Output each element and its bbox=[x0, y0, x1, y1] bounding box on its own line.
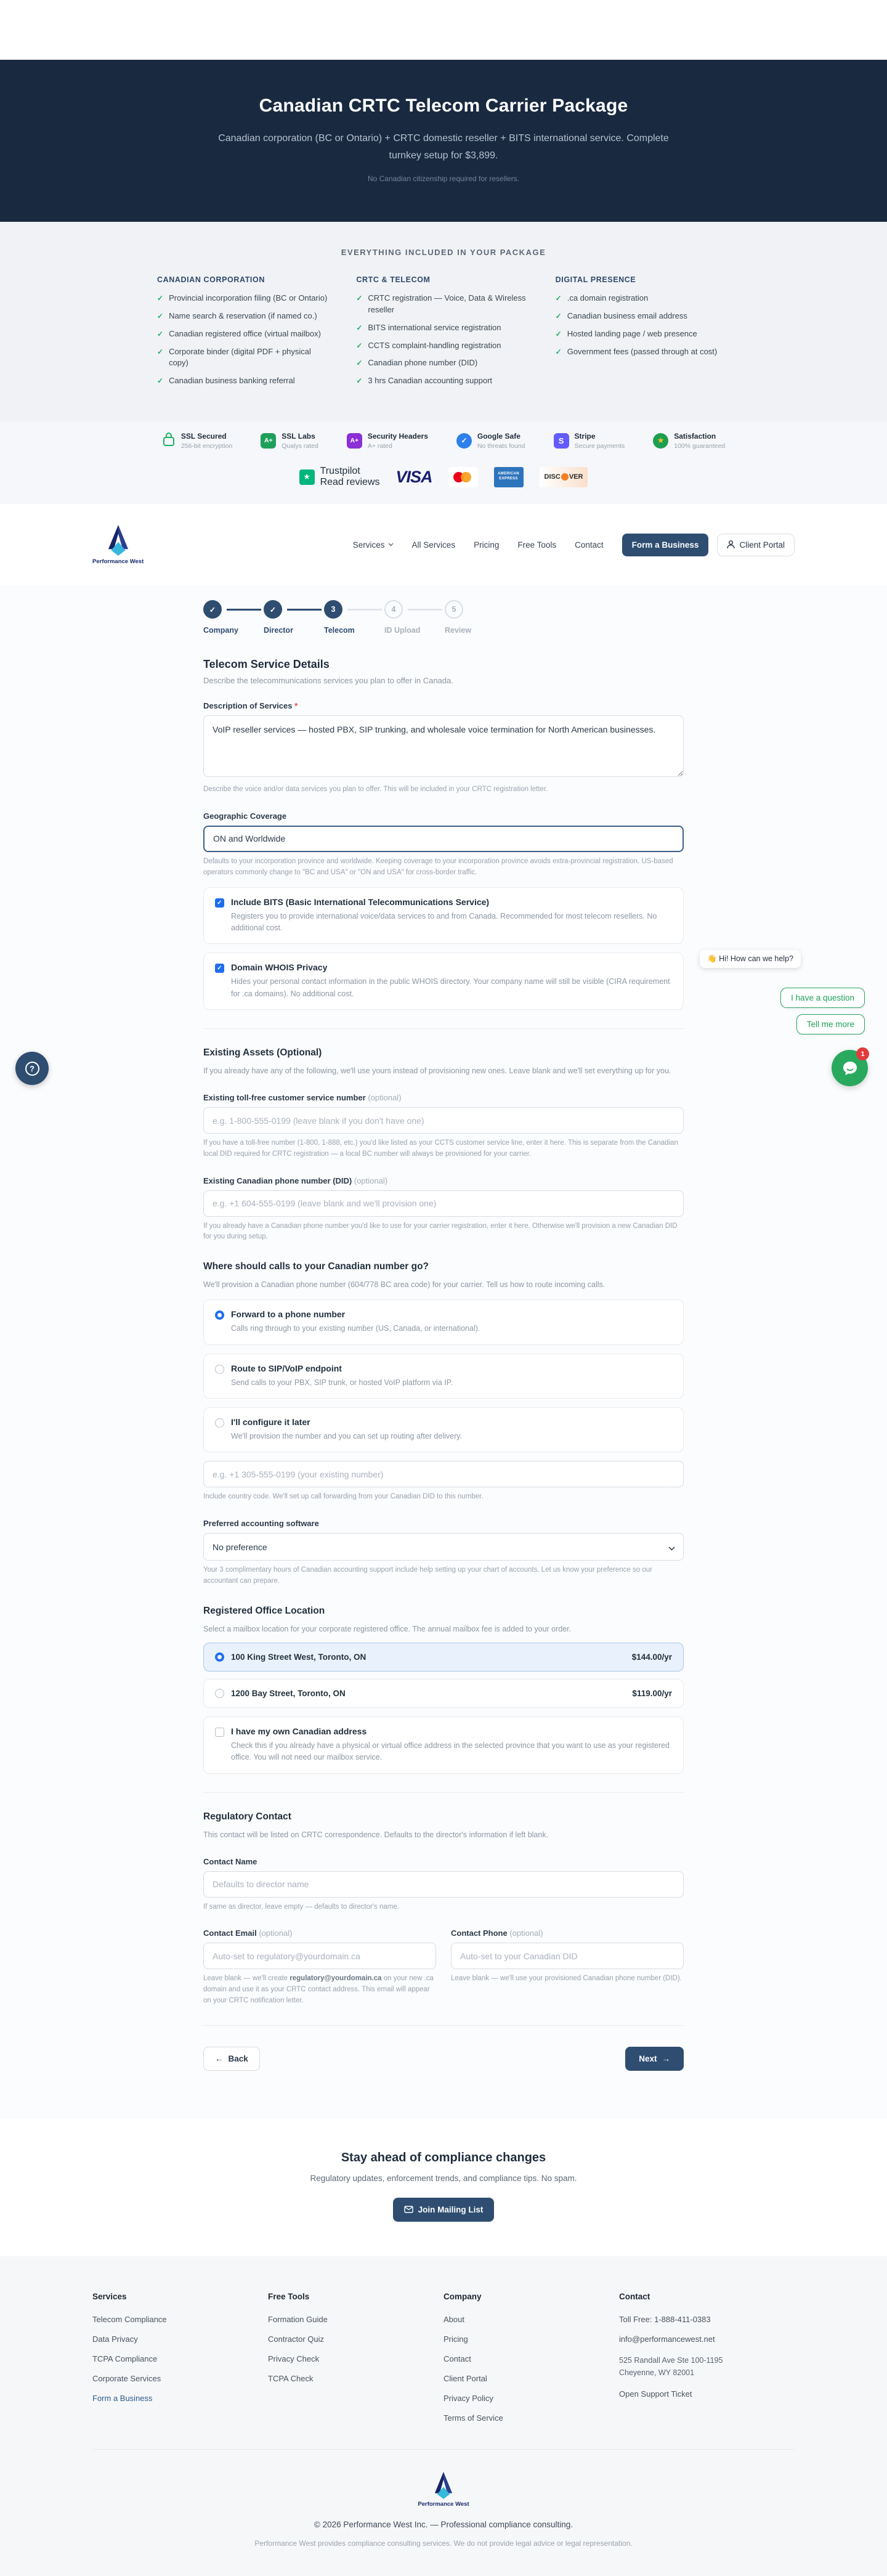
footer-link-telecom-compliance[interactable]: Telecom Compliance bbox=[92, 2314, 167, 2324]
footer-address: 525 Randall Ave Ste 100-1195 Cheyenne, WY 82001 bbox=[619, 2355, 723, 2377]
package-item: ✓ Canadian registered office (virtual mailbox) bbox=[157, 328, 331, 340]
join-mailing-list-button[interactable]: Join Mailing List bbox=[393, 2198, 495, 2222]
bits-title: Include BITS (Basic International Telecommunications Service) bbox=[231, 896, 490, 907]
routing-option-sip[interactable]: Route to SIP/VoIP endpoint Send calls to your PBX, SIP trunk, or hosted VoIP platform via IP. bbox=[203, 1354, 684, 1399]
nav-contact[interactable]: Contact bbox=[575, 540, 604, 550]
logo-mark-icon bbox=[432, 2472, 455, 2499]
package-item: ✓ Government fees (passed through at cost) bbox=[556, 346, 730, 358]
chat-unread-badge: 1 bbox=[856, 1047, 869, 1060]
back-button[interactable]: ← Back bbox=[203, 2047, 260, 2071]
column-items bbox=[157, 293, 331, 387]
check-icon: ✓ bbox=[356, 323, 363, 332]
form-title: Telecom Service Details bbox=[203, 658, 330, 671]
accounting-label: Preferred accounting software bbox=[203, 1519, 319, 1529]
footer-toll-free[interactable]: Toll Free: 1-888-411-0383 bbox=[619, 2314, 711, 2324]
footer-link-corporate-services[interactable]: Corporate Services bbox=[92, 2373, 161, 2383]
footer-link-formation-guide[interactable]: Formation Guide bbox=[268, 2314, 328, 2324]
whois-checkbox[interactable]: ✓ bbox=[215, 964, 224, 973]
package-item: ✓ Provincial incorporation filing (BC or Ontario) bbox=[157, 293, 331, 304]
hero-banner bbox=[0, 60, 887, 222]
package-item: ✓ Name search & reservation (if named co.) bbox=[157, 311, 331, 322]
tollfree-input[interactable] bbox=[203, 1107, 684, 1134]
footer-support-ticket[interactable]: Open Support Ticket bbox=[619, 2389, 692, 2399]
routing-title: Where should calls to your Canadian number go? bbox=[203, 1261, 429, 1272]
contact-name-helper: If same as director, leave empty — defaults to director's name. bbox=[203, 1903, 399, 1911]
forward-number-helper: Include country code. We'll set up call forwarding from your Canadian DID to this number. bbox=[203, 1493, 484, 1501]
visa-logo: VISA bbox=[395, 467, 432, 486]
next-arrow-icon: → bbox=[662, 2054, 670, 2063]
package-item: ✓ Canadian business banking referral bbox=[157, 375, 331, 387]
footer-link-pricing[interactable]: Pricing bbox=[444, 2334, 468, 2344]
page-title: Canadian CRTC Telecom Carrier Package bbox=[259, 95, 628, 116]
coverage-helper: Defaults to your incorporation province and worldwide. Keeping coverage to your incorporation province avoids extra-provincial registration. US-based operators commonly change to "BC and USA" or "ON and USA" for cross-border traffic. bbox=[203, 857, 673, 876]
bits-checkbox[interactable]: ✓ bbox=[215, 898, 224, 908]
top-whitespace bbox=[0, 0, 887, 60]
later-radio[interactable] bbox=[215, 1418, 224, 1428]
footer-company-column: Company About Pricing Contact Client Portal Privacy Policy Terms of Service bbox=[444, 2292, 619, 2433]
office-radio-2[interactable] bbox=[215, 1689, 224, 1698]
stripe-icon: S bbox=[554, 433, 569, 449]
office-option-bay-street[interactable]: 1200 Bay Street, Toronto, ON $119.00/yr bbox=[203, 1679, 684, 1708]
envelope-icon bbox=[404, 2206, 413, 2213]
office-title: Registered Office Location bbox=[203, 1605, 325, 1616]
package-item: ✓ .ca domain registration bbox=[556, 293, 730, 304]
package-item: ✓ CCTS complaint-handling registration bbox=[356, 340, 530, 352]
footer-free-tools-column: Free Tools Formation Guide Contractor Quiz Privacy Check TCPA Check bbox=[268, 2292, 444, 2433]
office-option-king-street[interactable]: 100 King Street West, Toronto, ON $144.00/yr bbox=[203, 1643, 684, 1672]
page-footer bbox=[0, 2256, 887, 2576]
contact-phone-helper: Leave blank — we'll use your provisioned Canadian phone number (DID). bbox=[451, 1975, 682, 1983]
hero-note: No Canadian citizenship required for resellers. bbox=[367, 174, 520, 183]
column-items bbox=[356, 293, 530, 387]
disclaimer-text: Performance West provides compliance consulting services. We do not provide legal advice or legal representation. bbox=[254, 2538, 633, 2548]
divider bbox=[203, 1792, 684, 1793]
package-item: ✓ Canadian business email address bbox=[556, 311, 730, 322]
newsletter-section bbox=[0, 2119, 887, 2256]
nav-pricing[interactable]: Pricing bbox=[474, 540, 500, 550]
check-icon: ✓ bbox=[157, 347, 164, 356]
step-id-upload-circle[interactable]: 4 bbox=[384, 600, 403, 619]
whois-checkbox-card[interactable] bbox=[203, 953, 684, 1010]
whois-title: Domain WHOIS Privacy bbox=[231, 962, 328, 973]
chat-launcher-button[interactable] bbox=[832, 1050, 868, 1086]
step-label-review: Review bbox=[445, 626, 472, 635]
included-heading: EVERYTHING INCLUDED IN YOUR PACKAGE bbox=[341, 248, 546, 257]
footer-link-client-portal[interactable]: Client Portal bbox=[444, 2373, 487, 2383]
logo-mark-icon bbox=[105, 525, 132, 556]
contact-phone-input[interactable] bbox=[451, 1943, 684, 1969]
chat-greeting-tooltip: 👋 Hi! How can we help? bbox=[700, 950, 801, 968]
contact-phone-field bbox=[451, 1912, 684, 2006]
office-price: $119.00/yr bbox=[632, 1688, 672, 1698]
tollfree-label: Existing toll-free customer service number (optional) bbox=[203, 1093, 402, 1102]
divider bbox=[203, 2025, 684, 2026]
bits-checkbox-card[interactable] bbox=[203, 887, 684, 945]
required-asterisk: * bbox=[294, 701, 298, 711]
check-icon: ✓ bbox=[157, 376, 164, 386]
check-icon: ✓ bbox=[555, 329, 562, 338]
contact-email-field bbox=[203, 1912, 436, 2006]
footer-logo-text: Performance West bbox=[418, 2500, 469, 2508]
regulatory-title: Regulatory Contact bbox=[203, 1811, 291, 1822]
description-textarea[interactable] bbox=[203, 715, 684, 777]
contact-email-label: Contact Email (optional) bbox=[203, 1928, 293, 1938]
footer-logo[interactable] bbox=[418, 2472, 469, 2508]
divider bbox=[203, 1028, 684, 1029]
column-canadian-corporation bbox=[157, 275, 331, 393]
question-mark-icon: ? bbox=[25, 1062, 39, 1076]
check-icon: ✓ bbox=[356, 294, 363, 303]
existing-assets-desc: If you already have any of the following, we'll use yours instead of provisioning new ones. Leave blank and we'll set everything up for you. bbox=[203, 1067, 671, 1075]
wave-emoji-icon: 👋 bbox=[707, 954, 717, 963]
accounting-select[interactable] bbox=[203, 1533, 684, 1561]
description-label: Description of Services * bbox=[203, 701, 298, 711]
footer-link-privacy-policy[interactable]: Privacy Policy bbox=[444, 2393, 493, 2403]
package-item: ✓ Canadian phone number (DID) bbox=[356, 357, 530, 369]
forward-radio[interactable] bbox=[215, 1310, 224, 1320]
contact-email-helper: Leave blank — we'll create regulatory@yourdomain.ca on your new .ca domain and use it as your CRTC contact address. This email will appear on your CRTC notification letter. bbox=[203, 1975, 434, 2004]
badge-security-headers: A+ Security Headers A+ rated bbox=[347, 432, 428, 450]
back-arrow-icon: ← bbox=[215, 2054, 224, 2063]
column-title: DIGITAL PRESENCE bbox=[555, 275, 636, 284]
column-title: CRTC & TELECOM bbox=[356, 275, 431, 284]
lock-icon bbox=[162, 431, 176, 450]
step-telecom-circle[interactable]: 3 bbox=[324, 600, 342, 619]
package-item: ✓ BITS international service registration bbox=[356, 322, 530, 334]
footer-link-tcpa-compliance[interactable]: TCPA Compliance bbox=[92, 2354, 158, 2363]
step-review-circle[interactable]: 5 bbox=[445, 600, 463, 619]
contact-email-input[interactable] bbox=[203, 1943, 436, 1969]
footer-services-column: Services Telecom Compliance Data Privacy TCPA Compliance Corporate Services Form a Business bbox=[92, 2292, 268, 2433]
step-company-circle[interactable]: ✓ bbox=[203, 600, 222, 619]
sip-radio[interactable] bbox=[215, 1365, 224, 1374]
logo-text: Performance West bbox=[92, 558, 144, 565]
contact-name-input[interactable] bbox=[203, 1871, 684, 1898]
badge-ssl-labs: A+ SSL Labs Qualys rated bbox=[261, 432, 318, 450]
own-address-checkbox[interactable] bbox=[215, 1728, 224, 1737]
footer-link-about[interactable]: About bbox=[444, 2314, 464, 2324]
check-icon: ✓ bbox=[555, 311, 562, 320]
step-director-circle[interactable]: ✓ bbox=[264, 600, 282, 619]
package-item: ✓ 3 hrs Canadian accounting support bbox=[356, 375, 530, 387]
step-label-id-upload: ID Upload bbox=[384, 626, 421, 635]
nav-free-tools[interactable]: Free Tools bbox=[517, 540, 557, 550]
column-digital-presence bbox=[556, 275, 730, 393]
mastercard-logo bbox=[448, 467, 478, 487]
package-item: ✓ Hosted landing page / web presence bbox=[556, 328, 730, 340]
check-icon: ✓ bbox=[157, 329, 164, 338]
shield-check-icon: ✓ bbox=[456, 433, 472, 449]
form-subtitle: Describe the telecommunications services you plan to offer in Canada. bbox=[203, 676, 453, 686]
chat-quick-question-button[interactable]: I have a question bbox=[780, 988, 865, 1008]
office-price: $144.00/yr bbox=[631, 1652, 672, 1662]
progress-stepper bbox=[203, 600, 684, 642]
discover-logo: DISC VER bbox=[540, 467, 588, 487]
did-helper: If you already have a Canadian phone number you'd like to use for your carrier registration, enter it here. Otherwise we'll provision a new Canadian DID for you during setup. bbox=[203, 1222, 678, 1241]
tollfree-helper: If you have a toll-free number (1-800, 1-888, etc.) you'd like listed as your CCTS customer service line, enter it here. This is separate from the Canadian local DID required for CRTC registration — a local BC number will always be provisioned for your carrier. bbox=[203, 1139, 678, 1158]
badge-satisfaction: ★ Satisfaction 100% guaranteed bbox=[653, 432, 725, 450]
office-desc: Select a mailbox location for your corporate registered office. The annual mailbox fee is added to your order. bbox=[203, 1624, 572, 1633]
badge-stripe: S Stripe Secure payments bbox=[554, 432, 625, 450]
did-input[interactable] bbox=[203, 1190, 684, 1217]
description-helper: Describe the voice and/or data services you plan to offer. This will be included in your CRTC registration letter. bbox=[203, 786, 548, 794]
chat-bubble-icon bbox=[841, 1059, 859, 1078]
did-label: Existing Canadian phone number (DID) (optional) bbox=[203, 1176, 388, 1185]
office-radio-1[interactable] bbox=[215, 1652, 224, 1662]
amex-logo: AMERICAN EXPRESS bbox=[494, 467, 524, 487]
contact-name-label: Contact Name bbox=[203, 1856, 257, 1866]
forward-number-input[interactable] bbox=[203, 1461, 684, 1487]
form-a-business-button[interactable]: Form a Business bbox=[622, 534, 709, 556]
existing-assets-title: Existing Assets (Optional) bbox=[203, 1047, 322, 1058]
check-icon: ✓ bbox=[555, 347, 562, 356]
badge-google-safe: ✓ Google Safe No threats found bbox=[456, 432, 525, 450]
routing-option-later[interactable]: I'll configure it later We'll provision the number and you can set up routing after delivery. bbox=[203, 1407, 684, 1452]
bits-desc: Registers you to provide international voice/data services to and from Canada. Recommended for most telecom resellers. No additional cost. bbox=[231, 911, 657, 932]
check-icon: ✓ bbox=[356, 376, 363, 386]
included-columns bbox=[157, 275, 730, 393]
step-label-director: Director bbox=[264, 626, 293, 635]
copyright-text: © 2026 Performance West Inc. — Professional compliance consulting. bbox=[314, 2519, 573, 2529]
client-portal-button[interactable]: Client Portal bbox=[717, 534, 795, 556]
newsletter-desc: Regulatory updates, enforcement trends, and compliance tips. No spam. bbox=[310, 2173, 577, 2183]
column-crtc-telecom bbox=[356, 275, 530, 393]
check-icon: ✓ bbox=[157, 294, 164, 303]
trustpilot-badge[interactable]: ★ Trustpilot Read reviews bbox=[299, 466, 380, 488]
own-address-checkbox-card[interactable]: I have my own Canadian address Check this if you already have a physical or virtual office address in the selected province that you want to use as your registered office. You will not need our mailbox service. bbox=[203, 1717, 684, 1774]
trustpilot-star-icon: ★ bbox=[299, 469, 315, 485]
a-plus-icon: A+ bbox=[261, 433, 276, 449]
routing-desc: We'll provision a Canadian phone number (604/778 BC area code) for your carrier. Tell us how to route incoming calls. bbox=[203, 1280, 606, 1290]
package-contents-section bbox=[0, 222, 887, 421]
coverage-input[interactable] bbox=[203, 826, 684, 852]
discover-circle-icon bbox=[561, 473, 569, 481]
chevron-down-icon bbox=[388, 543, 394, 546]
main-content bbox=[0, 585, 887, 2119]
contact-phone-label: Contact Phone (optional) bbox=[451, 1928, 543, 1938]
step-label-company: Company bbox=[203, 626, 238, 635]
accounting-helper: Your 3 complimentary hours of Canadian accounting support include help setting up your chart of accounts. Let us know your preference so our accountant can prepare. bbox=[203, 1566, 652, 1585]
check-icon: ✓ bbox=[555, 294, 562, 303]
main-navigation bbox=[0, 504, 887, 585]
routing-option-forward[interactable]: Forward to a phone number Calls ring through to your existing number (US, Canada, or international). bbox=[203, 1299, 684, 1344]
trust-badge-row bbox=[0, 431, 887, 450]
package-item: ✓ CRTC registration — Voice, Data & Wireless reseller bbox=[356, 293, 530, 316]
person-icon bbox=[727, 540, 735, 549]
payment-logos-row bbox=[0, 466, 887, 488]
package-item: ✓ Corporate binder (digital PDF + physical copy) bbox=[157, 346, 331, 370]
footer-link-terms[interactable]: Terms of Service bbox=[444, 2413, 503, 2423]
nav-services[interactable]: Services bbox=[353, 540, 394, 550]
column-items bbox=[556, 293, 730, 357]
a-plus-icon: A+ bbox=[347, 433, 362, 449]
footer-link-data-privacy[interactable]: Data Privacy bbox=[92, 2334, 138, 2344]
coverage-label: Geographic Coverage bbox=[203, 811, 287, 821]
footer-link-privacy-check[interactable]: Privacy Check bbox=[268, 2354, 320, 2363]
footer-link-contact[interactable]: Contact bbox=[444, 2354, 471, 2363]
footer-link-tcpa-check[interactable]: TCPA Check bbox=[268, 2373, 314, 2383]
chat-tell-me-more-button[interactable]: Tell me more bbox=[796, 1014, 865, 1034]
next-button[interactable]: Next → bbox=[625, 2047, 684, 2071]
nav-all-services[interactable]: All Services bbox=[411, 540, 456, 550]
regulatory-desc: This contact will be listed on CRTC correspondence. Defaults to the director's information if left blank. bbox=[203, 1830, 549, 1839]
check-icon: ✓ bbox=[356, 341, 363, 350]
footer-contact-column: Contact Toll Free: 1-888-411-0383 info@performancewest.net 525 Randall Ave Ste 100-1195 Cheyenne, WY 82001 Open Support Ticket bbox=[619, 2292, 795, 2433]
column-title: CANADIAN CORPORATION bbox=[157, 275, 265, 284]
trust-badges-section bbox=[0, 421, 887, 504]
badge-ssl-secured: SSL Secured 256-bit encryption bbox=[162, 431, 232, 450]
star-icon: ★ bbox=[653, 433, 668, 449]
footer-link-form-a-business[interactable]: Form a Business bbox=[92, 2393, 153, 2403]
step-label-telecom: Telecom bbox=[324, 626, 355, 635]
check-icon: ✓ bbox=[157, 311, 164, 320]
check-icon: ✓ bbox=[356, 359, 363, 368]
newsletter-title: Stay ahead of compliance changes bbox=[341, 2150, 546, 2164]
whois-desc: Hides your personal contact information in the public WHOIS directory. Your company name will still be visible (CIRA requirement for .ca domains). No additional cost. bbox=[231, 977, 670, 998]
hero-subtitle: Canadian corporation (BC or Ontario) + CRTC domestic reseller + BITS international service. Complete turnkey setup for $3,899. bbox=[218, 133, 669, 161]
company-logo[interactable] bbox=[92, 525, 144, 565]
help-button[interactable] bbox=[15, 1052, 49, 1085]
footer-email[interactable]: info@performancewest.net bbox=[619, 2334, 715, 2344]
footer-link-contractor-quiz[interactable]: Contractor Quiz bbox=[268, 2334, 325, 2344]
nav-links bbox=[353, 540, 604, 550]
